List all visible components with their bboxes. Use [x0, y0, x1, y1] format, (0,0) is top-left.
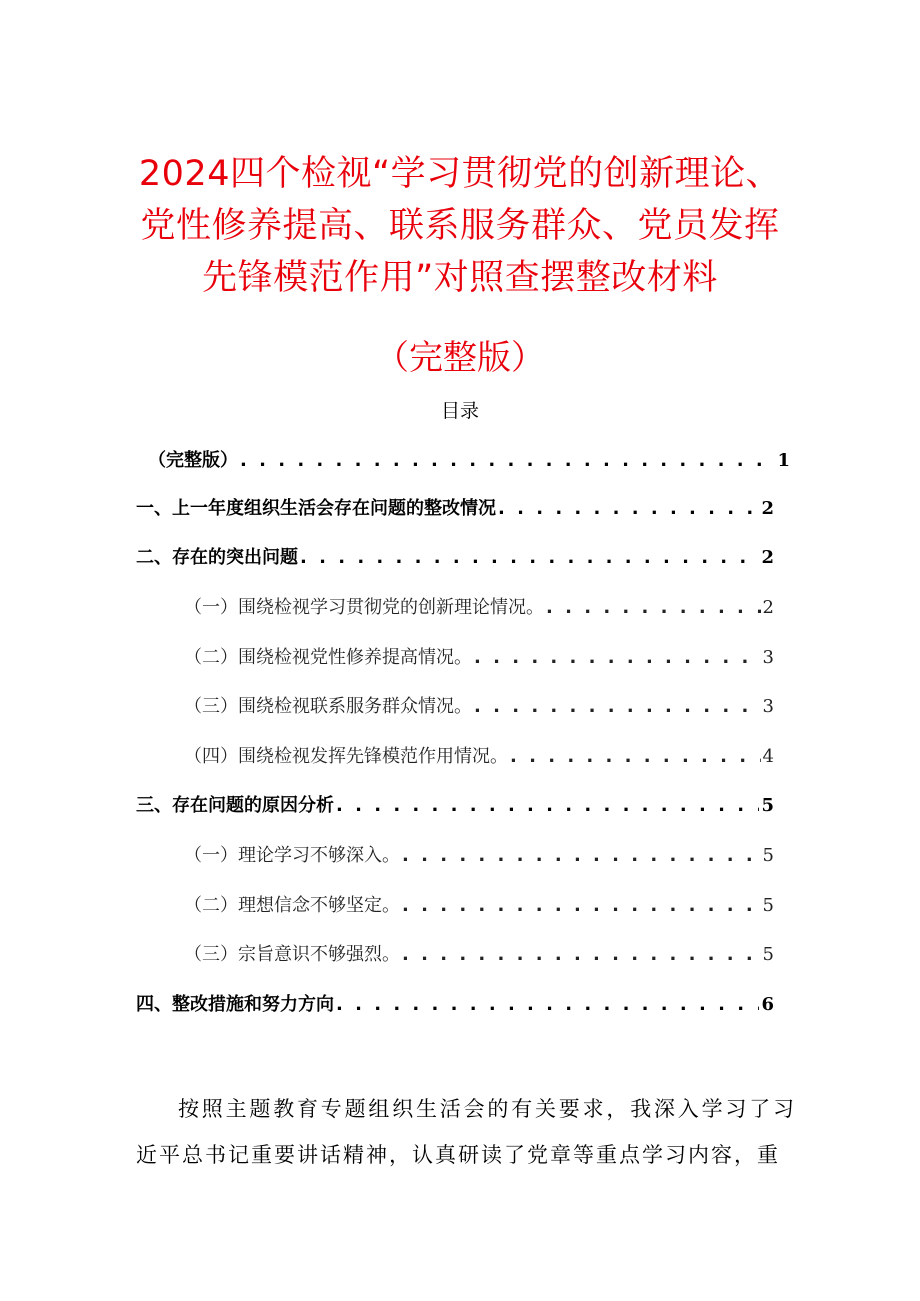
toc-entry-label: （二）围绕检视党性修养提高情况。 — [184, 647, 472, 668]
toc-entry-section-3-1[interactable] — [184, 841, 774, 869]
toc-dot-leader — [402, 944, 761, 965]
body-paragraph: 按照主题教育专题组织生活会的有关要求，我深入学习了习近平总书记重要讲话精神，认真研读了党章等重点学习内容，重 — [136, 1097, 796, 1167]
toc-entry-section-2-2[interactable] — [184, 643, 774, 671]
toc-page-number: 5 — [762, 944, 774, 965]
toc-dot-leader — [474, 647, 761, 668]
title-line-1: 2024四个检视“学习贯彻党的创新理论、 — [138, 154, 782, 194]
toc-dot-leader — [498, 498, 759, 519]
toc-page-number: 1 — [777, 450, 790, 471]
toc-page-number: 5 — [761, 795, 774, 816]
title-line-2: 党性修养提高、联系服务群众、党员发挥 — [140, 206, 780, 246]
toc-heading: 目录 — [440, 400, 479, 422]
toc-page-number: 2 — [762, 597, 774, 618]
toc-entry-section-4[interactable] — [136, 990, 774, 1018]
toc-page-number: 5 — [762, 895, 774, 916]
toc-page-number: 5 — [762, 845, 774, 866]
toc-entry-label: （四）围绕检视发挥先锋模范作用情况。 — [184, 746, 508, 767]
toc-entry-section-2-3[interactable] — [184, 692, 774, 720]
toc-entry-label: （一）围绕检视学习贯彻党的创新理论情况。 — [184, 597, 544, 618]
toc-dot-leader — [402, 895, 761, 916]
toc-dot-leader — [336, 994, 759, 1015]
toc-entry-section-3[interactable] — [136, 791, 774, 819]
toc-entry-label: （一）理论学习不够深入。 — [184, 845, 400, 866]
toc-dot-leader — [300, 547, 759, 568]
toc-page-number: 2 — [761, 547, 774, 568]
toc-dot-leader — [474, 696, 761, 717]
toc-entry-section-2-4[interactable] — [184, 742, 774, 770]
toc-dot-leader — [510, 746, 761, 767]
toc-entry-label: （三）宗旨意识不够强烈。 — [184, 944, 400, 965]
toc-entry-label: 四、整改措施和努力方向 — [136, 994, 334, 1015]
toc-dot-leader — [336, 795, 759, 816]
toc-entry-label: 三、存在问题的原因分析 — [136, 795, 334, 816]
toc-entry-label: 一、上一年度组织生活会存在问题的整改情况 — [136, 498, 496, 519]
document-subtitle: （完整版） — [375, 338, 545, 378]
toc-entry-label: （完整版） — [148, 450, 238, 471]
toc-dot-leader — [402, 845, 761, 866]
toc-dot-leader — [546, 597, 761, 618]
body-text — [136, 1086, 796, 1178]
toc-entry-section-1[interactable] — [136, 494, 774, 522]
toc-page-number: 6 — [761, 994, 774, 1015]
toc-page-number: 4 — [762, 746, 774, 767]
toc-page-number: 2 — [761, 498, 774, 519]
toc-dot-leader — [240, 450, 775, 471]
toc-page-number: 3 — [762, 696, 774, 717]
toc-entry-section-2-1[interactable] — [184, 593, 774, 621]
document-title — [120, 148, 800, 304]
toc-page-number: 3 — [762, 647, 774, 668]
toc-entry-label: （二）理想信念不够坚定。 — [184, 895, 400, 916]
toc-entry-section-2[interactable] — [136, 543, 774, 571]
toc-entry-label: （三）围绕检视联系服务群众情况。 — [184, 696, 472, 717]
toc-entry-section-3-2[interactable] — [184, 891, 774, 919]
toc-entry-complete-edition[interactable] — [148, 446, 790, 474]
toc-entry-section-3-3[interactable] — [184, 940, 774, 968]
toc-entry-label: 二、存在的突出问题 — [136, 547, 298, 568]
title-line-3: 先锋模范作用”对照查摆整改材料 — [202, 258, 718, 298]
